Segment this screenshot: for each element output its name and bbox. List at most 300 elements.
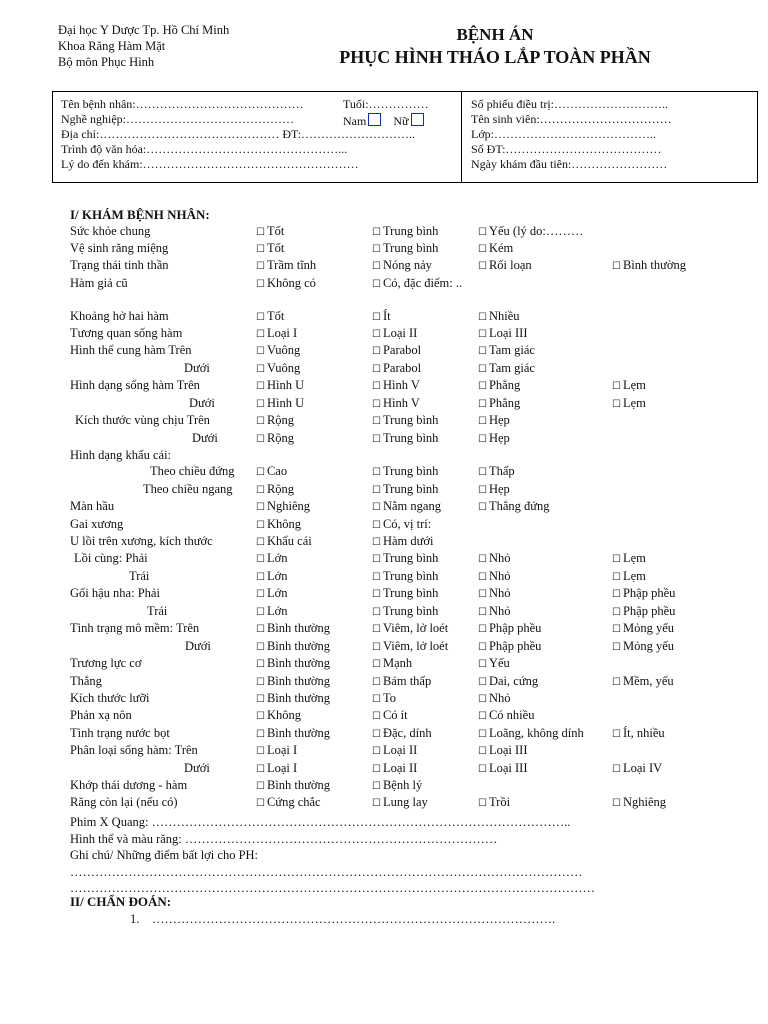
exam-option[interactable] [256,379,304,392]
checkbox-icon[interactable]: ☐ [256,572,265,583]
checkbox-icon[interactable]: ☐ [478,572,487,583]
checkbox-icon[interactable]: ☐ [478,227,487,238]
checkbox-icon[interactable]: ☐ [372,659,381,670]
exam-option[interactable] [256,310,284,323]
checkbox-icon[interactable]: ☐ [612,764,621,775]
checkbox-icon[interactable]: ☐ [256,607,265,618]
checkbox-icon[interactable]: ☐ [478,624,487,635]
exam-option[interactable] [478,622,541,635]
checkbox-icon[interactable]: ☐ [372,677,381,688]
exam-option[interactable] [612,622,674,635]
exam-option-label: Loại I [266,743,298,757]
exam-option[interactable] [372,657,412,670]
exam-option[interactable] [612,605,675,618]
checkbox-icon[interactable]: ☐ [256,798,265,809]
exam-option-label: Bình thường [266,656,331,670]
exam-option-label: Trồi [488,795,511,809]
exam-option[interactable] [612,570,646,583]
exam-option[interactable] [612,259,686,272]
checkbox-icon[interactable]: ☐ [372,312,381,323]
checkbox-icon[interactable]: ☐ [256,244,265,255]
checkbox-icon[interactable]: ☐ [478,416,487,427]
exam-row-label: Gối hậu nha: Phải [70,586,160,600]
exam-option[interactable] [256,587,287,600]
checkbox-icon[interactable]: ☐ [612,399,621,410]
checkbox-icon[interactable]: ☐ [372,642,381,653]
exam-option[interactable] [612,640,674,653]
exam-option[interactable] [478,362,535,375]
exam-option-label: Loại III [488,761,528,775]
patient-address-field[interactable]: Địa chỉ:……………………………………… ĐT:……………………….. [61,127,416,141]
exam-option[interactable] [372,692,396,705]
checkbox-icon[interactable]: ☐ [372,329,381,340]
checkbox-icon[interactable]: ☐ [478,364,487,375]
exam-option-label: Lẹm [622,396,646,410]
exam-option[interactable] [372,432,438,445]
checkbox-icon[interactable]: ☐ [256,329,265,340]
exam-row-label: Trương lực cơ [70,656,142,670]
exam-option[interactable] [612,552,646,565]
exam-option-label: Hàm dưới [382,534,434,548]
exam-option-label: Tam giác [488,361,535,375]
exam-option[interactable] [256,465,287,478]
checkbox-icon[interactable]: ☐ [612,554,621,565]
checkbox-icon[interactable]: ☐ [372,261,381,272]
checkbox-icon[interactable]: ☐ [372,572,381,583]
exam-option[interactable] [372,552,438,565]
exam-option[interactable] [612,796,666,809]
exam-option-label: Mỏng yếu [622,639,675,653]
exam-option[interactable] [478,640,541,653]
exam-option[interactable] [372,310,391,323]
exam-option-label: Trung bình [382,431,439,445]
checkbox-icon[interactable]: ☐ [372,227,381,238]
exam-option-label: Loại II [382,326,418,340]
exam-option[interactable] [256,500,310,513]
checkbox-icon[interactable]: ☐ [372,346,381,357]
exam-option[interactable] [256,657,330,670]
exam-option[interactable] [478,432,510,445]
checkbox-icon[interactable]: ☐ [612,589,621,600]
exam-option-label: Phập phều [622,604,676,618]
checkbox-icon[interactable]: ☐ [372,381,381,392]
exam-option[interactable] [256,518,301,531]
exam-row-label: Màn hầu [70,499,115,513]
exam-option[interactable] [612,727,665,740]
exam-row-label: Tình trạng nước bọt [70,726,170,740]
checkbox-icon[interactable]: ☐ [612,261,621,272]
exam-option-label: Loãng, không dính [488,726,584,740]
checkbox-icon[interactable]: ☐ [256,694,265,705]
exam-option[interactable] [478,552,511,565]
exam-option[interactable] [372,762,417,775]
checkbox-icon[interactable]: ☐ [372,416,381,427]
checkbox-icon[interactable]: ☐ [256,781,265,792]
exam-option[interactable] [478,762,528,775]
exam-option[interactable] [256,744,297,757]
checkbox-icon[interactable]: ☐ [478,694,487,705]
exam-option-label: Yếu [488,656,510,670]
exam-option[interactable] [478,397,520,410]
exam-option[interactable] [612,379,646,392]
first-visit-date-field[interactable]: Ngày khám đầu tiên:…………………… [471,157,668,171]
exam-option[interactable] [478,500,550,513]
exam-option[interactable] [478,465,515,478]
checkbox-icon[interactable]: ☐ [478,589,487,600]
exam-option[interactable] [256,675,330,688]
checkbox-icon[interactable]: ☐ [256,467,265,478]
checkbox-icon[interactable]: ☐ [478,554,487,565]
checkbox-icon[interactable]: ☐ [372,485,381,496]
checkbox-icon[interactable]: ☐ [256,346,265,357]
checkbox-icon[interactable]: ☐ [372,746,381,757]
exam-option[interactable] [256,622,330,635]
exam-option[interactable] [478,327,528,340]
checkbox-icon[interactable]: ☐ [478,261,487,272]
exam-option-label: Rộng [266,413,295,427]
exam-option[interactable] [372,622,448,635]
exam-option[interactable] [478,310,520,323]
checkbox-icon[interactable]: ☐ [256,746,265,757]
checkbox-icon[interactable]: ☐ [478,399,487,410]
exam-option[interactable] [256,535,312,548]
checkbox-icon[interactable]: ☐ [372,399,381,410]
exam-option[interactable] [478,570,511,583]
checkbox-icon[interactable]: ☐ [256,677,265,688]
checkbox-icon[interactable]: ☐ [256,624,265,635]
checkbox-icon[interactable]: ☐ [372,434,381,445]
exam-option[interactable] [372,242,438,255]
exam-option-label: Cứng chắc [266,795,321,809]
exam-option-label: Ít [382,309,391,323]
faculty-name: Khoa Răng Hàm Mặt [58,39,166,53]
exam-option[interactable] [256,779,330,792]
exam-row-label: Trái [129,569,150,583]
checkbox-icon[interactable]: ☐ [256,434,265,445]
exam-option-label: Trung bình [382,604,439,618]
exam-option-label: Thẳng đứng [488,499,550,513]
checkbox-icon[interactable]: ☐ [256,227,265,238]
exam-option[interactable] [478,414,510,427]
exam-option-label: Lớn [266,586,288,600]
exam-option[interactable] [372,744,417,757]
checkbox-icon[interactable]: ☐ [256,764,265,775]
exam-option[interactable] [612,397,646,410]
diagnosis-line-1[interactable]: ……………………………………………………………………………………. [152,912,556,926]
notes-line-2[interactable]: ……………………………………………………………………………………………………………… [70,881,595,895]
exam-option[interactable] [478,709,534,722]
checkbox-icon[interactable]: ☐ [372,554,381,565]
exam-row-label: Dưới [184,761,210,775]
exam-option[interactable] [372,796,428,809]
checkbox-icon[interactable]: ☐ [256,485,265,496]
exam-row-label: Dưới [189,396,215,410]
checkbox-icon[interactable]: ☐ [372,607,381,618]
checkbox-icon[interactable]: ☐ [478,346,487,357]
exam-option[interactable] [256,762,297,775]
exam-option[interactable] [478,379,520,392]
exam-option[interactable] [256,362,300,375]
checkbox-icon[interactable]: ☐ [478,467,487,478]
exam-option[interactable] [372,327,417,340]
exam-option[interactable] [256,259,316,272]
checkbox-icon[interactable]: ☐ [612,572,621,583]
checkbox-icon[interactable]: ☐ [612,798,621,809]
exam-row-label: Răng còn lại (nếu có) [70,795,178,809]
exam-option[interactable] [372,675,431,688]
exam-option[interactable] [372,605,438,618]
exam-option[interactable] [478,727,584,740]
exam-option[interactable] [478,225,583,238]
exam-option[interactable] [372,414,438,427]
exam-option[interactable] [372,518,431,531]
exam-option-label: Bình thường [266,726,331,740]
exam-option[interactable] [256,570,287,583]
exam-option[interactable] [478,692,511,705]
exam-option[interactable] [372,259,432,272]
checkbox-icon[interactable]: ☐ [478,659,487,670]
checkbox-icon[interactable]: ☐ [256,554,265,565]
checkbox-icon[interactable]: ☐ [478,607,487,618]
checkbox-icon[interactable]: ☐ [256,261,265,272]
checkbox-icon[interactable]: ☐ [256,399,265,410]
student-name-field[interactable]: Tên sinh viên:…………………………… [471,112,672,126]
checkbox-icon[interactable]: ☐ [372,781,381,792]
exam-option[interactable] [256,796,321,809]
checkbox-icon[interactable]: ☐ [478,642,487,653]
checkbox-icon[interactable]: ☐ [478,312,487,323]
patient-job-field[interactable]: Nghề nghiệp:…………………………………… [61,112,294,126]
exam-row-label: Tương quan sống hàm [70,326,183,340]
exam-row-label: Lồi cùng: Phải [74,551,148,565]
exam-option[interactable] [256,432,294,445]
checkbox-icon[interactable]: ☐ [372,798,381,809]
exam-option-label: Viêm, lở loét [382,639,449,653]
checkbox-icon[interactable]: ☐ [612,607,621,618]
exam-row-label: Hàm giả cũ [70,276,128,290]
checkbox-icon[interactable]: ☐ [256,642,265,653]
checkbox-icon[interactable]: ☐ [478,329,487,340]
visit-reason-field[interactable]: Lý do đến khám:……………………………………………… [61,157,359,171]
exam-option[interactable] [478,344,535,357]
exam-option[interactable] [372,535,434,548]
exam-option[interactable] [256,225,284,238]
sex-female-checkbox[interactable] [411,113,424,126]
checkbox-icon[interactable]: ☐ [372,537,381,548]
checkbox-icon[interactable]: ☐ [372,711,381,722]
exam-option[interactable] [372,640,448,653]
exam-option[interactable] [478,675,538,688]
exam-option[interactable] [256,709,301,722]
exam-option[interactable] [256,552,287,565]
checkbox-icon[interactable]: ☐ [372,279,381,290]
checkbox-icon[interactable]: ☐ [256,711,265,722]
exam-row-label: Sức khỏe chung [70,224,151,238]
checkbox-icon[interactable]: ☐ [612,677,621,688]
checkbox-icon[interactable]: ☐ [256,659,265,670]
exam-option-label: Hẹp [488,431,510,445]
exam-option-label: Có, đặc điểm: .. [382,276,463,290]
exam-option-label: Phập phều [488,639,542,653]
checkbox-icon[interactable]: ☐ [372,502,381,513]
checkbox-icon[interactable]: ☐ [256,537,265,548]
sex-female-label: Nữ [393,114,409,128]
exam-row-label: Khoảng hở hai hàm [70,309,169,323]
tooth-shape-color-field[interactable]: Hình thể và màu răng: ………………………………………………………………… [70,832,498,846]
exam-option[interactable] [612,762,662,775]
exam-option-label: Bám thấp [382,674,432,688]
checkbox-icon[interactable]: ☐ [478,502,487,513]
checkbox-icon[interactable]: ☐ [478,711,487,722]
exam-option[interactable] [372,500,441,513]
checkbox-icon[interactable]: ☐ [256,729,265,740]
exam-option[interactable] [372,379,420,392]
exam-option-label: Lớn [266,551,288,565]
checkbox-icon[interactable]: ☐ [256,364,265,375]
exam-option[interactable] [256,277,316,290]
exam-option[interactable] [372,362,421,375]
exam-option[interactable] [372,344,421,357]
exam-option-label: Trung bình [382,464,439,478]
exam-option-label: Nhỏ [488,604,511,618]
sex-male-label: Nam [343,114,367,128]
exam-option-label: Loại IV [622,761,663,775]
exam-option-label: Có nhiều [488,708,535,722]
checkbox-icon[interactable]: ☐ [372,244,381,255]
checkbox-icon[interactable]: ☐ [256,502,265,513]
exam-option[interactable] [478,605,511,618]
checkbox-icon[interactable]: ☐ [372,764,381,775]
checkbox-icon[interactable]: ☐ [478,434,487,445]
exam-option-label: Cao [266,464,288,478]
exam-option-label: Có ít [382,708,408,722]
exam-row-label: Vệ sinh răng miệng [70,241,169,255]
exam-option[interactable] [478,796,510,809]
xray-field[interactable]: Phim X Quang: ……………………………………………………………………………………….. [70,815,571,829]
exam-option-label: Nghiêng [622,795,667,809]
patient-name-field[interactable]: Tên bệnh nhân:…………………………………… [61,97,304,111]
checkbox-icon[interactable]: ☐ [478,485,487,496]
exam-option[interactable] [372,465,438,478]
exam-option[interactable] [372,709,408,722]
exam-row-label: Tình trạng mô mềm: Trên [70,621,200,635]
exam-option-label: Nằm ngang [382,499,441,513]
exam-option[interactable] [372,587,438,600]
exam-option-label: Phập phều [622,586,676,600]
exam-option-label: Trung bình [382,224,439,238]
checkbox-icon[interactable]: ☐ [256,279,265,290]
checkbox-icon[interactable]: ☐ [256,312,265,323]
sex-selector [343,113,424,127]
exam-option[interactable] [478,744,528,757]
exam-option[interactable] [256,727,330,740]
checkbox-icon[interactable]: ☐ [478,746,487,757]
checkbox-icon[interactable]: ☐ [612,624,621,635]
exam-option[interactable] [372,483,438,496]
exam-option-label: Loại I [266,761,298,775]
checkbox-icon[interactable]: ☐ [372,694,381,705]
exam-option[interactable] [612,675,674,688]
exam-option-label: Nhỏ [488,586,511,600]
exam-option[interactable] [478,242,513,255]
checkbox-icon[interactable]: ☐ [478,729,487,740]
class-field[interactable]: Lớp:………………………………….. [471,127,657,141]
ticket-number-field[interactable]: Số phiếu điều trị:……………………….. [471,97,668,111]
patient-age-field[interactable]: Tuổi:…………… [343,97,429,111]
checkbox-icon[interactable]: ☐ [478,381,487,392]
checkbox-icon[interactable]: ☐ [612,381,621,392]
exam-row-label: Hình thể cung hàm Trên [70,343,192,357]
checkbox-icon[interactable]: ☐ [612,642,621,653]
phone-field[interactable]: Số ĐT:………………………………… [471,142,662,156]
exam-option[interactable] [256,692,330,705]
exam-option[interactable] [372,779,422,792]
checkbox-icon[interactable]: ☐ [256,416,265,427]
sex-male-checkbox[interactable] [368,113,381,126]
exam-row-label: Kích thước lưỡi [70,691,150,705]
checkbox-icon[interactable]: ☐ [372,364,381,375]
exam-row-label: Gai xương [70,517,124,531]
checkbox-icon[interactable]: ☐ [372,467,381,478]
exam-row-label: Hình dạng khẩu cái: [70,448,172,462]
exam-option[interactable] [256,344,300,357]
exam-option[interactable] [372,277,462,290]
checkbox-icon[interactable]: ☐ [612,729,621,740]
exam-option-label: Trầm tĩnh [266,258,317,272]
exam-option-label: Viêm, lở loét [382,621,449,635]
exam-option[interactable] [478,483,510,496]
exam-row-label: Phản xạ nôn [70,708,132,722]
exam-option-label: Vuông [266,361,301,375]
exam-option[interactable] [372,570,438,583]
patient-education-field[interactable]: Trình độ văn hóa:…………………………………………... [61,142,348,156]
checkbox-icon[interactable]: ☐ [256,520,265,531]
exam-option[interactable] [372,397,420,410]
checkbox-icon[interactable]: ☐ [256,589,265,600]
exam-option[interactable] [256,414,294,427]
exam-option[interactable] [256,605,287,618]
exam-option-label: Hẹp [488,482,510,496]
exam-option[interactable] [256,327,297,340]
checkbox-icon[interactable]: ☐ [372,624,381,635]
exam-option[interactable] [478,657,510,670]
checkbox-icon[interactable]: ☐ [372,729,381,740]
exam-option[interactable] [256,483,294,496]
exam-option[interactable] [372,225,438,238]
checkbox-icon[interactable]: ☐ [372,589,381,600]
checkbox-icon[interactable]: ☐ [478,244,487,255]
checkbox-icon[interactable]: ☐ [478,798,487,809]
university-name: Đại học Y Dược Tp. Hồ Chí Minh [58,23,230,37]
exam-option[interactable] [612,587,675,600]
exam-option-label: Lẹm [622,569,646,583]
exam-option[interactable] [478,259,532,272]
exam-option[interactable] [478,587,511,600]
checkbox-icon[interactable]: ☐ [478,764,487,775]
exam-option-label: Phẳng [488,396,521,410]
exam-option[interactable] [256,640,330,653]
exam-option-label: Nóng nảy [382,258,432,272]
notes-line-1[interactable]: …………………………………………………………………………………………………………… [70,865,583,879]
exam-option-label: Mạnh [382,656,413,670]
checkbox-icon[interactable]: ☐ [256,381,265,392]
exam-option[interactable] [256,397,304,410]
exam-option[interactable] [256,242,284,255]
exam-option[interactable] [372,727,432,740]
checkbox-icon[interactable]: ☐ [372,520,381,531]
checkbox-icon[interactable]: ☐ [478,677,487,688]
exam-row-label: Theo chiều đứng [150,464,235,478]
